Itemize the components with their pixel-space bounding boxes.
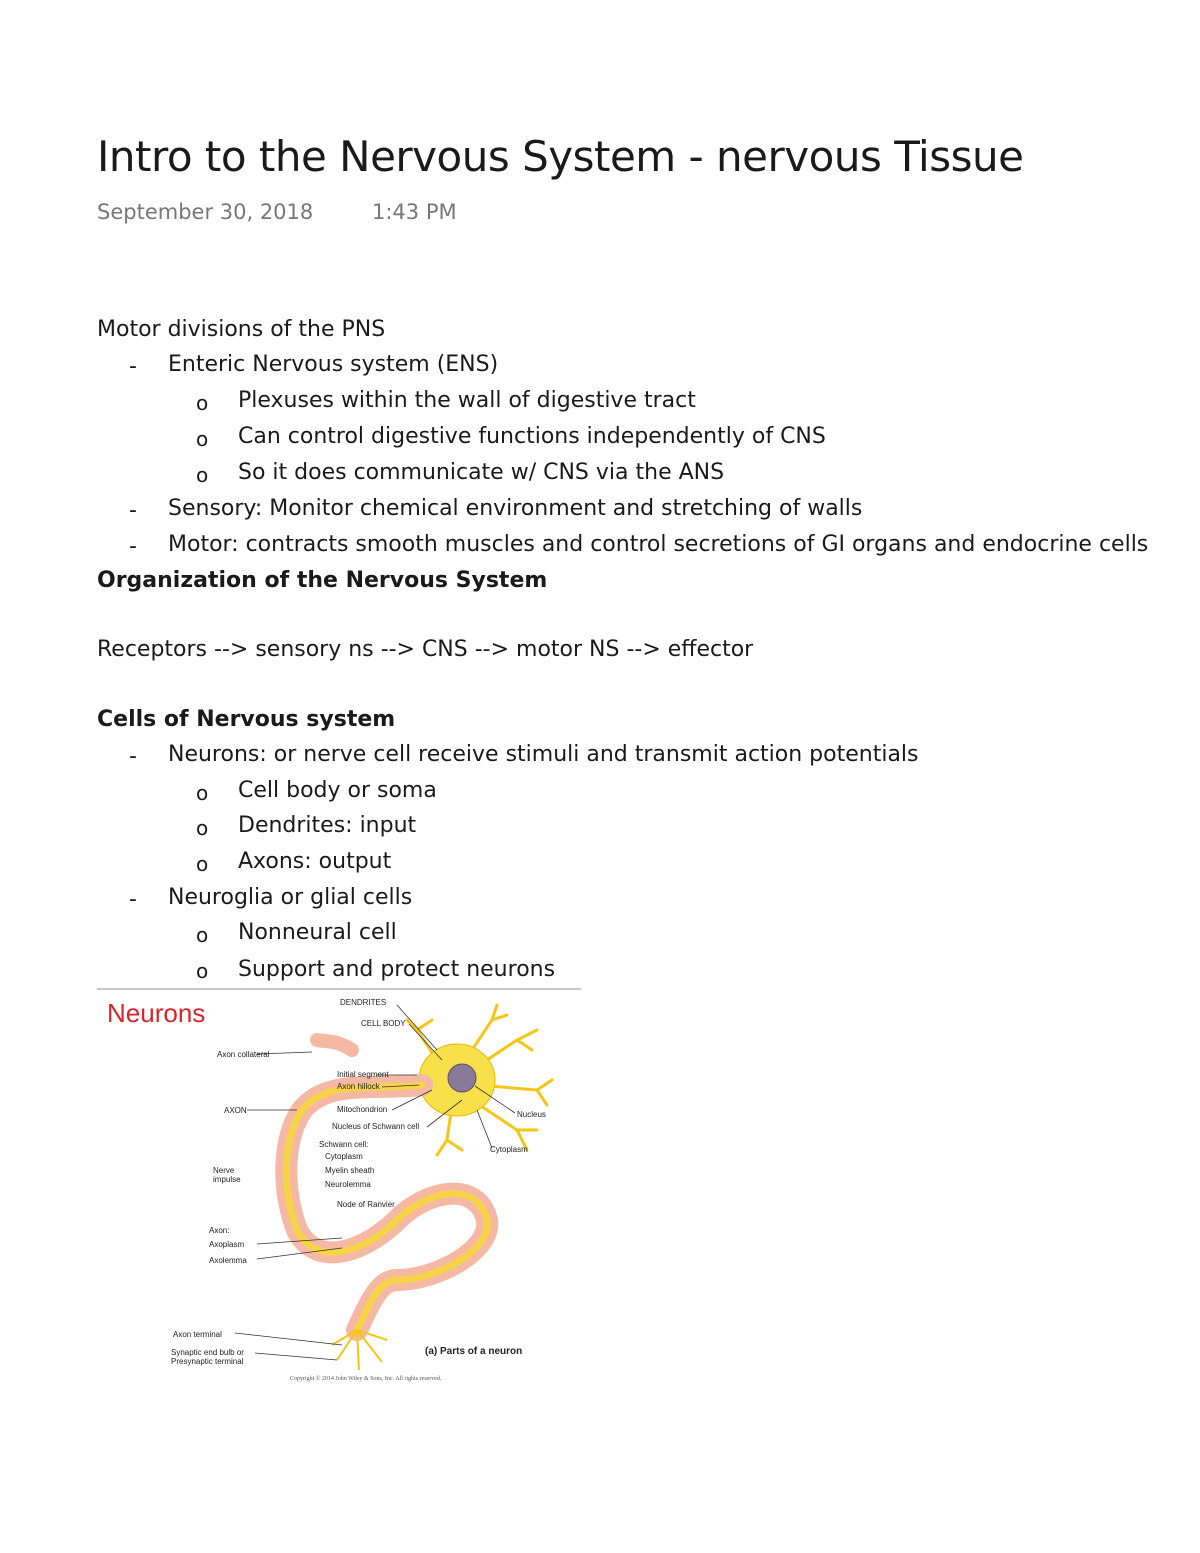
list-item: Support and protect neurons bbox=[238, 957, 556, 982]
label-myelin-sheath: Myelin sheath bbox=[325, 1166, 375, 1175]
label-dendrites: DENDRITES bbox=[340, 998, 387, 1007]
figure-caption: (a) Parts of a neuron bbox=[425, 1346, 523, 1357]
bullet-circle: o bbox=[196, 391, 209, 415]
bullet-circle: o bbox=[196, 816, 209, 840]
label-nucleus-schwann: Nucleus of Schwann cell bbox=[332, 1122, 420, 1131]
list-item: Sensory: Monitor chemical environment and stretching of walls bbox=[168, 496, 863, 521]
list-item: Axons: output bbox=[238, 849, 392, 874]
label-cell-body: CELL BODY bbox=[361, 1019, 406, 1028]
label-mitochondrion: Mitochondrion bbox=[337, 1105, 388, 1114]
list-item: Enteric Nervous system (ENS) bbox=[168, 352, 499, 377]
figure-copyright: Copyright © 2014 John Wiley & Sons, Inc. All rights reserved. bbox=[290, 1376, 442, 1382]
nucleus-shape bbox=[448, 1064, 476, 1092]
bullet-circle: o bbox=[196, 959, 209, 983]
list-item: So it does communicate w/ CNS via the ANS bbox=[238, 460, 725, 485]
note-time: 1:43 PM bbox=[372, 200, 457, 224]
list-item: Neurons: or nerve cell receive stimuli and transmit action potentials bbox=[168, 742, 919, 767]
bullet-dash: - bbox=[129, 744, 137, 769]
list-item: Can control digestive functions independently of CNS bbox=[238, 424, 826, 449]
label-axon-terminal: Axon terminal bbox=[173, 1330, 222, 1339]
label-cytoplasm: Cytoplasm bbox=[325, 1152, 363, 1161]
label-node-ranvier: Node of Ranvier bbox=[337, 1200, 395, 1209]
list-item: Nonneural cell bbox=[238, 920, 397, 945]
label-initial-segment: Initial segment bbox=[337, 1070, 389, 1079]
label-axon: AXON bbox=[224, 1106, 247, 1115]
list-item: Plexuses within the wall of digestive tract bbox=[238, 388, 696, 413]
label-axon-sub: Axon: bbox=[209, 1226, 230, 1235]
label-synaptic: Synaptic end bulb or Presynaptic terminal bbox=[171, 1348, 244, 1366]
organization-flow: Receptors --> sensory ns --> CNS --> motor NS --> effector bbox=[97, 637, 754, 662]
label-axon-hillock: Axon hillock bbox=[337, 1082, 380, 1091]
bullet-dash: - bbox=[129, 498, 137, 523]
figure-title: Neurons bbox=[107, 998, 206, 1028]
note-date: September 30, 2018 bbox=[97, 200, 314, 224]
list-item: Motor: contracts smooth muscles and control secretions of GI organs and endocrine cells bbox=[168, 532, 1149, 557]
page-title: Intro to the Nervous System - nervous Tissue bbox=[97, 132, 1024, 181]
label-axoplasm: Axoplasm bbox=[209, 1240, 245, 1249]
label-nerve-impulse: Nerve impulse bbox=[213, 1166, 241, 1184]
bullet-circle: o bbox=[196, 852, 209, 876]
list-item: Cell body or soma bbox=[238, 778, 437, 803]
bullet-circle: o bbox=[196, 463, 209, 487]
neuron-figure bbox=[97, 988, 581, 1390]
bullet-circle: o bbox=[196, 427, 209, 451]
cells-heading: Cells of Nervous system bbox=[97, 707, 396, 732]
list-item: Dendrites: input bbox=[238, 813, 417, 838]
list-item: Neuroglia or glial cells bbox=[168, 885, 413, 910]
label-cytoplasm-right: Cytoplasm bbox=[490, 1145, 528, 1154]
bullet-dash: - bbox=[129, 534, 137, 559]
bullet-circle: o bbox=[196, 923, 209, 947]
bullet-dash: - bbox=[129, 354, 137, 379]
label-axon-collateral: Axon collateral bbox=[217, 1050, 270, 1059]
neuron-diagram bbox=[97, 990, 581, 1390]
motor-heading: Motor divisions of the PNS bbox=[97, 317, 386, 342]
label-neurolemma: Neurolemma bbox=[325, 1180, 371, 1189]
bullet-dash: - bbox=[129, 887, 137, 912]
label-schwann-cell: Schwann cell: bbox=[319, 1140, 369, 1149]
label-axolemma: Axolemma bbox=[209, 1256, 247, 1265]
label-nucleus: Nucleus bbox=[517, 1110, 546, 1119]
bullet-circle: o bbox=[196, 781, 209, 805]
axon-collateral-shape bbox=[317, 1040, 352, 1050]
organization-heading: Organization of the Nervous System bbox=[97, 568, 548, 593]
